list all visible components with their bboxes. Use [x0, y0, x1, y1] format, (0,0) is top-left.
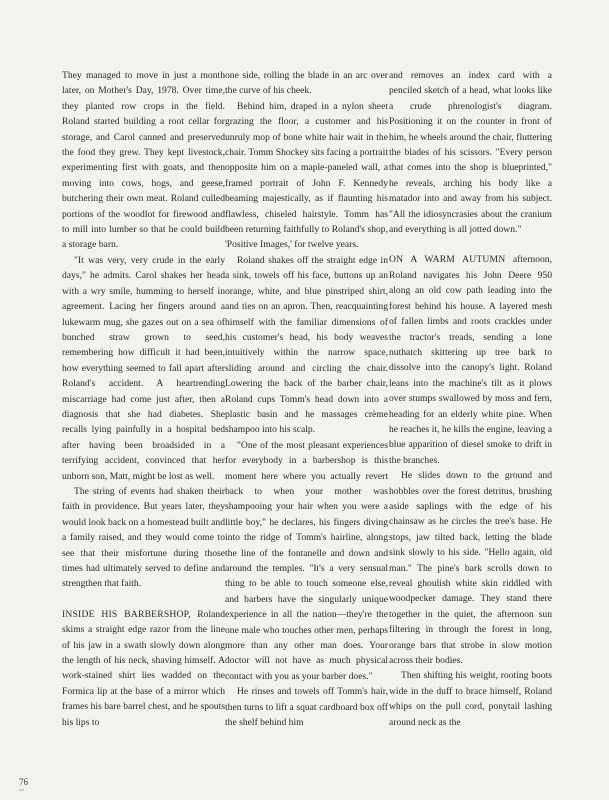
text-column-1 [62, 68, 225, 730]
paragraph: The string of events had shaken their faith in providence. But years later, they would look back on a homestead built and a family raised, and they would come to see that their misfortune during those times had ultimately served to define and strengthen that faith. [62, 485, 225, 590]
section-opening-paragraph [389, 252, 552, 468]
section-opening-paragraph [62, 607, 225, 730]
paragraph: and removes an index card with a penciled sketch of a head, what looks like a crude phrenologist's diagram. Positioning it on the counter in front of him, he wheels around the chair, fluttering the blades of his scissors. "Every person that comes into the shop is blueprinted," he reveals, arching his body like a matador into and away from his subject. "All the idiosyncrasies about the cranium and everything is all jotted down." [389, 70, 552, 236]
page-number-value: 76 [19, 777, 28, 787]
paragraph: He rinses and towels off Tomm's hair, then turns to lift a squat cardboard box off the shelf behind him [225, 686, 388, 729]
section-lead-in: INSIDE HIS BARBERSHOP, [62, 608, 191, 620]
paragraph: Behind him, draped in a nylon sheet grazing the floor, a customer and his unruly mop of bone white hair wait in the chair. Tomm Shockey sits facing a portrait opposite him on a maple-paneled wall, a framed portrait of John F. Kennedy beaming majestically, as if flaunting his flawless, chiseled hairstyle. Tomm has been returning faithfully to Roland's shop, 'Positive Images,' for twelve years. [225, 100, 388, 251]
paragraph: They managed to move in just a month later, on Mother's Day, 1978. Over time, they planted row crops in the field. Roland started building a root cellar for storage, and Carol canned and preserved the food they grew. They kept livestock, experimenting first with goats, and then moving into cows, hogs, and geese, butchering their own meat. Roland culled portions of the woodlot for firewood and to mill into lumber so that he could build a storage barn. [62, 70, 225, 251]
paragraph: "It was very, very crude in the early days," he admits. Carol shakes her head with a wry smile, humming to herself in agreement. Lacing her fingers around a lukewarm mug, she gazes out on a sea of bunched straw grown to seed, remembering how difficult it had been, how everything seemed to fall apart after Roland's accident. A heartrending miscarriage had come just after, then a diagnosis that she had diabetes. She recalls lying painfully in a hospital bed after having been broadsided in a terrifying accident, convinced that her unborn son, Matt, might be lost as well. [62, 254, 225, 482]
section-lead-in: ON A WARM AUTUMN [389, 254, 506, 266]
text-column-3 [389, 68, 552, 730]
paragraph: Roland shakes off the straight edge in a sink, towels off his face, buttons up an orange, white, and blue pinstriped shirt, and ties on an apron. Then, reacquainting himself with the familiar dimensions of his customer's head, his body weaves intuitively within the narrow space, sliding around and circling the chair. Lowering the back of the barber chair, Roland cups Tomm's head down into a plastic basin and he massages crème shampoo into his scalp. [225, 254, 388, 436]
page-number [19, 777, 28, 792]
paragraph-text: Roland skims a straight edge razor from the line of his jaw in a swath slowly down along the length of his neck, shaving himself. A work-stained shirt lies wadded on the Formica lip at the base of a mirror which frames his bare barrel chest, and he spouts his lips to [62, 608, 225, 728]
paragraph: Then shifting his weight, rooting boots wide in the duff to brace himself, Roland whips on the pull cord, ponytail lashing around neck as the [389, 670, 552, 728]
paragraph: one side, rolling the blade in an arc over the curve of his cheek. [225, 70, 388, 97]
paragraph: "One of the most pleasant experiences for everybody in a barbershop is this moment here where you actually revert back to when your mother was shampooing your hair when you were a little boy," he declares, his fingers diving into the ridge of Tomm's hairline, along the line of the fontanelle and down and around the temples. "It's a very sensual thing to be able to touch someone else, and barbers have the singularly unique experience in all the nation—they're the one male who touches other men, perhaps more than any other man does. Your doctor will not have as much physical contact with you as your barber does." [225, 439, 388, 682]
paragraph-text: afternoon, Roland navigates his John Deere 950 along an old cow path leading into the forest behind his house. A layered mesh of fallen limbs and roots crackles under the tractor's treads, sending a lone nuthatch skittering up tree bark to dissolve into the canopy's light. Roland leans into the machine's tilt as it plows over stumps swallowed by moss and fern, heading for an elderly white pine. When he reaches it, he kills the engine, leaving a blue apparition of diesel smoke to drift in the branches. [389, 254, 552, 466]
text-column-2 [225, 68, 388, 730]
paragraph: He slides down to the ground and hobbles over the forest detritus, brushing aside saplings with the edge of his chainsaw as he circles the tree's base. He stops, jaw tilted back, letting the blade sink slowly to his side. "Hello again, old man." The pine's bark scrolls down to reveal ghoulish white skin riddled with woodpecker damage. They stand there together in the quiet, the afternoon sun filtering in through the forest in long, orange bars that strobe in slow motion across their bodies. [389, 470, 552, 667]
page-number-subscript: xxi [19, 787, 25, 792]
